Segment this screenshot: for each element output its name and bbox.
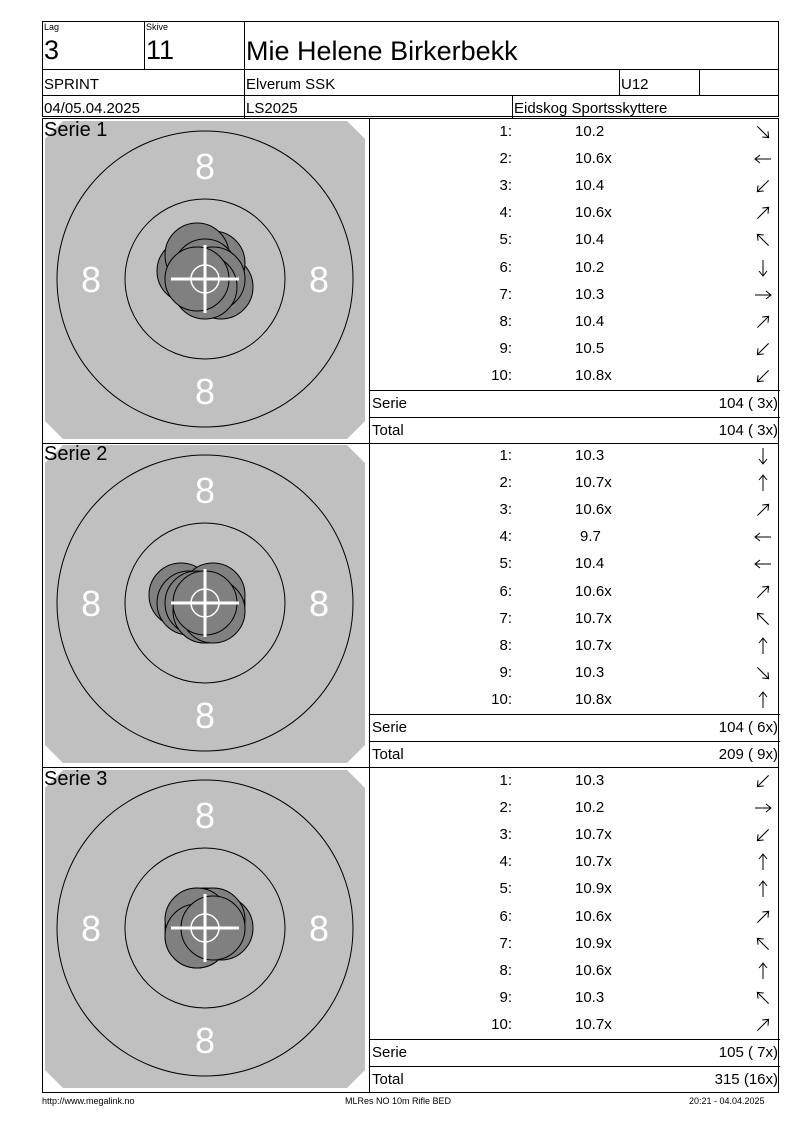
shot-number: 4:	[499, 853, 512, 871]
shot-row	[370, 985, 780, 1012]
divider	[619, 69, 620, 95]
footer-software: MLRes NO 10m Rifle BED	[345, 1096, 452, 1106]
shot-number: 2:	[499, 150, 512, 168]
direction-arrow-icon	[752, 797, 774, 819]
direction-arrow-icon	[752, 960, 774, 982]
event-name: SPRINT	[44, 76, 100, 93]
direction-arrow-icon	[752, 338, 774, 360]
shot-number: 3:	[499, 177, 512, 195]
shot-value: 10.6x	[575, 150, 612, 168]
serie-sum-value: 104 ( 6x)	[718, 719, 778, 736]
ring-label: 8	[194, 1020, 216, 1061]
direction-arrow-icon	[752, 824, 774, 846]
shot-value: 10.5	[575, 339, 605, 357]
direction-arrow-icon	[752, 878, 774, 900]
total-row	[370, 1066, 780, 1093]
shot-number: 1:	[499, 123, 512, 140]
ring-label: 8	[308, 583, 330, 624]
direction-arrow-icon	[752, 553, 774, 575]
shot-number: 8:	[499, 961, 512, 979]
shot-number: 2:	[499, 799, 512, 817]
shot-value: 10.2	[575, 258, 605, 276]
ring-label: 8	[80, 259, 102, 300]
shot-row	[370, 551, 780, 578]
shot-row	[370, 255, 780, 282]
direction-arrow-icon	[752, 284, 774, 306]
shot-value: 10.7x	[575, 474, 612, 492]
shot-row	[370, 227, 780, 254]
serie-sum-value: 104 ( 3x)	[718, 395, 778, 412]
shot-value: 10.3	[575, 447, 605, 464]
shot-row	[370, 606, 780, 633]
shot-row	[370, 173, 780, 200]
direction-arrow-icon	[752, 202, 774, 224]
serie-sum-label: Serie	[372, 719, 408, 736]
direction-arrow-icon	[752, 472, 774, 494]
shot-number: 10:	[491, 690, 512, 708]
shot-row	[370, 795, 780, 822]
shot-row	[370, 524, 780, 551]
total-label: Total	[372, 422, 404, 439]
direction-arrow-icon	[752, 311, 774, 333]
shot-value: 10.8x	[575, 366, 612, 384]
shot-value: 10.4	[575, 312, 605, 330]
bottom-divider	[42, 1092, 779, 1093]
serie-sum-row	[370, 714, 780, 741]
ring-label: 8	[80, 583, 102, 624]
target-image	[43, 119, 369, 444]
shot-value: 10.9x	[575, 880, 612, 898]
shot-number: 6:	[499, 907, 512, 925]
direction-arrow-icon	[752, 906, 774, 928]
serie-title: Serie 2	[44, 443, 108, 465]
shot-row	[370, 687, 780, 714]
footer-timestamp: 20:21 - 04.04.2025	[689, 1096, 765, 1106]
target-image	[43, 443, 369, 768]
footer-url[interactable]: http://www.megalink.no	[42, 1096, 135, 1106]
direction-arrow-icon	[752, 148, 774, 170]
shot-value: 10.9x	[575, 934, 612, 952]
date: 04/05.04.2025	[44, 100, 140, 117]
serie-sum-label: Serie	[372, 395, 408, 412]
direction-arrow-icon	[752, 581, 774, 603]
direction-arrow-icon	[752, 987, 774, 1009]
shots-panel	[369, 119, 779, 444]
shot-row	[370, 1012, 780, 1039]
shot-number: 9:	[499, 988, 512, 1006]
shot-number: 7:	[499, 285, 512, 303]
class-name: U12	[621, 76, 649, 93]
direction-arrow-icon	[752, 121, 774, 143]
ring-label: 8	[194, 470, 216, 511]
shot-row	[370, 579, 780, 606]
shot-row	[370, 633, 780, 660]
serie-sum-label: Serie	[372, 1044, 408, 1061]
shot-row	[370, 768, 780, 795]
serie-block	[42, 118, 779, 443]
shot-row	[370, 470, 780, 497]
direction-arrow-icon	[752, 770, 774, 792]
skive-value: 11	[146, 35, 175, 65]
serie-sum-row	[370, 1039, 780, 1066]
shot-value: 10.7x	[575, 1015, 612, 1033]
shot-number: 1:	[499, 772, 512, 789]
shot-value: 10.3	[575, 772, 605, 789]
shot-value: 10.2	[575, 799, 605, 817]
shot-row	[370, 282, 780, 309]
serie-title: Serie 1	[44, 119, 108, 141]
direction-arrow-icon	[752, 635, 774, 657]
shot-number: 5:	[499, 231, 512, 249]
competition-name: LS2025	[246, 100, 298, 117]
divider	[43, 69, 778, 70]
direction-arrow-icon	[752, 526, 774, 548]
divider	[699, 69, 700, 95]
direction-arrow-icon	[752, 365, 774, 387]
shot-row	[370, 497, 780, 524]
lag-label: Lag	[44, 22, 60, 32]
ring-label: 8	[308, 259, 330, 300]
shot-number: 8:	[499, 636, 512, 654]
direction-arrow-icon	[752, 1014, 774, 1036]
total-label: Total	[372, 1071, 404, 1088]
skive-label: Skive	[146, 22, 169, 32]
lag-value: 3	[44, 35, 60, 65]
total-value: 104 ( 3x)	[718, 422, 778, 439]
shot-row	[370, 336, 780, 363]
serie-block	[42, 443, 779, 768]
divider	[43, 95, 778, 96]
shot-number: 9:	[499, 339, 512, 357]
shot-number: 2:	[499, 474, 512, 492]
shot-number: 3:	[499, 826, 512, 844]
shot-number: 4:	[499, 528, 512, 546]
total-row	[370, 417, 780, 444]
shot-number: 10:	[491, 366, 512, 384]
shot-value: 10.2	[575, 123, 605, 140]
direction-arrow-icon	[752, 499, 774, 521]
total-value: 209 ( 9x)	[718, 746, 778, 763]
organizer-name: Eidskog Sportsskyttere	[514, 100, 668, 117]
direction-arrow-icon	[752, 662, 774, 684]
shot-row	[370, 958, 780, 985]
shot-value: 10.6x	[575, 907, 612, 925]
ring-label: 8	[308, 908, 330, 949]
shooter-name: Mie Helene Birkerbekk	[246, 36, 518, 66]
shot-number: 7:	[499, 934, 512, 952]
shot-number: 7:	[499, 609, 512, 627]
shot-value: 10.6x	[575, 582, 612, 600]
shot-value: 10.3	[575, 988, 605, 1006]
shot-row	[370, 822, 780, 849]
direction-arrow-icon	[752, 229, 774, 251]
shot-number: 5:	[499, 880, 512, 898]
shot-number: 4:	[499, 204, 512, 222]
shot-value: 10.6x	[575, 204, 612, 222]
ring-label: 8	[194, 371, 216, 412]
shot-row	[370, 443, 780, 470]
direction-arrow-icon	[752, 608, 774, 630]
target-image	[43, 768, 369, 1093]
shot-row	[370, 309, 780, 336]
direction-arrow-icon	[752, 445, 774, 467]
shot-value: 10.3	[575, 663, 605, 681]
total-row	[370, 741, 780, 768]
divider	[244, 22, 245, 118]
total-value: 315 (16x)	[714, 1071, 778, 1088]
header-box	[42, 21, 779, 117]
shot-value: 10.7x	[575, 636, 612, 654]
shot-value: 9.7	[580, 528, 601, 546]
ring-label: 8	[194, 795, 216, 836]
shot-number: 6:	[499, 582, 512, 600]
direction-arrow-icon	[752, 689, 774, 711]
shot-value: 10.6x	[575, 501, 612, 519]
ring-label: 8	[80, 908, 102, 949]
shot-number: 3:	[499, 501, 512, 519]
divider	[512, 95, 513, 118]
shot-number: 5:	[499, 555, 512, 573]
shot-value: 10.8x	[575, 690, 612, 708]
direction-arrow-icon	[752, 933, 774, 955]
shot-value: 10.7x	[575, 826, 612, 844]
shot-row	[370, 931, 780, 958]
shot-value: 10.4	[575, 231, 605, 249]
shot-row	[370, 119, 780, 146]
ring-label: 8	[194, 695, 216, 736]
shot-value: 10.6x	[575, 961, 612, 979]
shot-number: 8:	[499, 312, 512, 330]
shot-value: 10.3	[575, 285, 605, 303]
shot-row	[370, 904, 780, 931]
direction-arrow-icon	[752, 851, 774, 873]
shot-number: 9:	[499, 663, 512, 681]
shot-row	[370, 876, 780, 903]
shot-value: 10.7x	[575, 853, 612, 871]
shot-value: 10.4	[575, 555, 605, 573]
shots-panel	[369, 768, 779, 1093]
shot-row	[370, 849, 780, 876]
serie-title: Serie 3	[44, 768, 108, 790]
divider	[144, 22, 145, 69]
club-name: Elverum SSK	[246, 76, 336, 93]
serie-sum-row	[370, 390, 780, 417]
shot-row	[370, 200, 780, 227]
ring-label: 8	[194, 146, 216, 187]
direction-arrow-icon	[752, 175, 774, 197]
shot-row	[370, 660, 780, 687]
shot-value: 10.4	[575, 177, 605, 195]
shot-row	[370, 363, 780, 390]
total-label: Total	[372, 746, 404, 763]
shot-number: 1:	[499, 447, 512, 464]
shot-row	[370, 146, 780, 173]
serie-sum-value: 105 ( 7x)	[718, 1044, 778, 1061]
direction-arrow-icon	[752, 257, 774, 279]
shot-number: 10:	[491, 1015, 512, 1033]
shot-value: 10.7x	[575, 609, 612, 627]
serie-block	[42, 768, 779, 1093]
shot-number: 6:	[499, 258, 512, 276]
shots-panel	[369, 443, 779, 768]
